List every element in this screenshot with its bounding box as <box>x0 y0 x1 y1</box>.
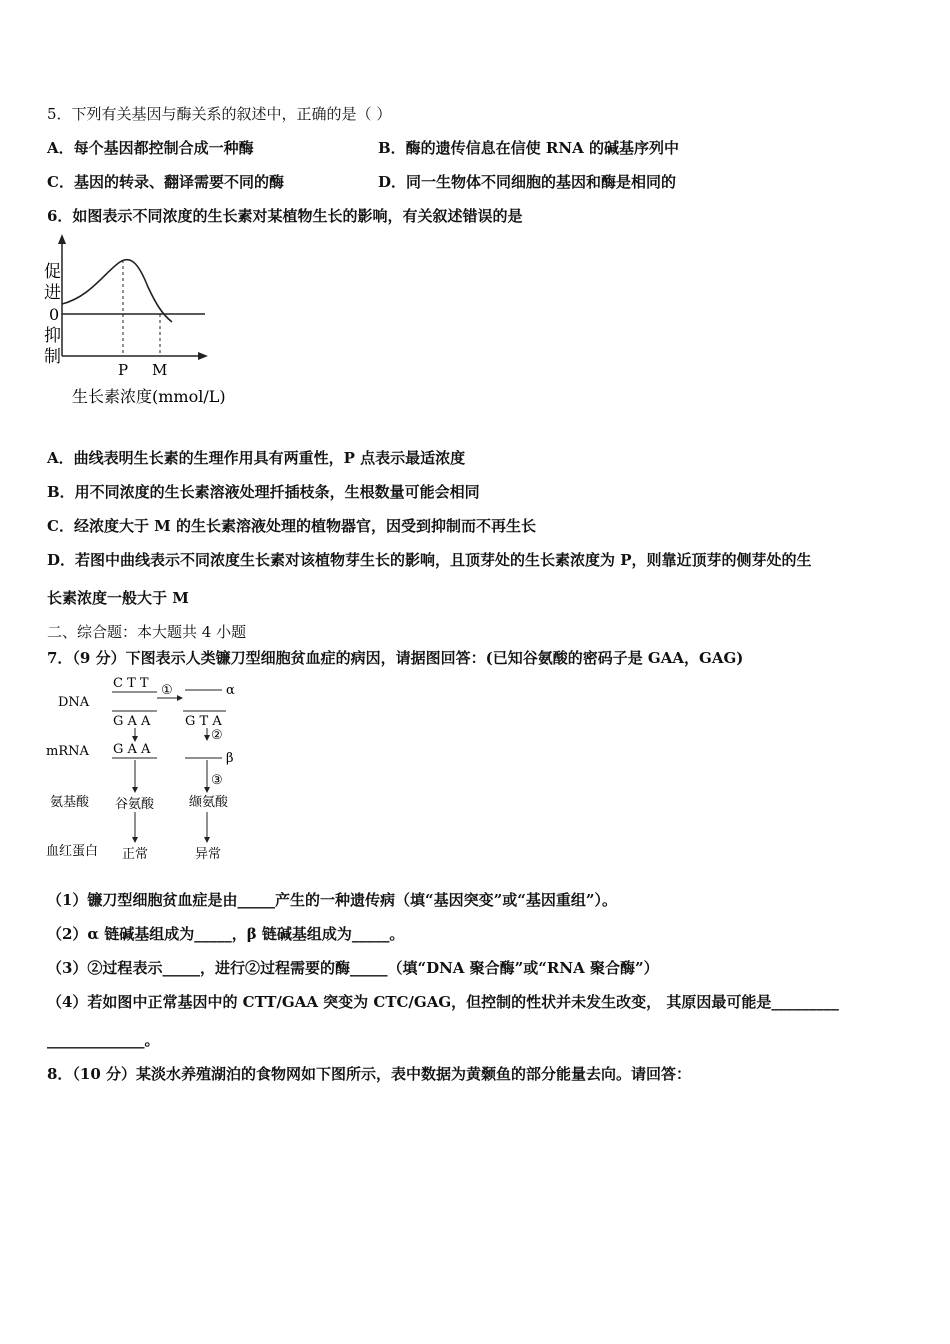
q6-stem: 6．如图表示不同浓度的生长素对某植物生长的影响，有关叙述错误的是 <box>47 207 523 225</box>
q6-option-d-line1: D．若图中曲线表示不同浓度生长素对该植物芽生长的影响，且顶芽处的生长素浓度为 P，则靠近顶芽的侧芽处的生 <box>47 551 812 569</box>
normal-result: 正常 <box>122 847 149 862</box>
step2-arrowhead <box>204 735 210 741</box>
step1-label: ① <box>161 683 173 698</box>
mutant-arrowhead-3 <box>204 837 210 843</box>
point-m-label: M <box>152 361 168 379</box>
y-label-promote-2: 进 <box>44 283 61 303</box>
normal-dna-bottom: G A A <box>113 714 151 729</box>
q6-option-c: C．经浓度大于 M 的生长素溶液处理的植物器官，因受到抑制而不再生长 <box>47 517 536 535</box>
normal-arrowhead-3 <box>132 837 138 843</box>
y-label-inhibit-1: 抑 <box>44 326 61 346</box>
q7-sub2: （2）α 链碱基组成为_____，β 链碱基组成为_____。 <box>47 925 405 943</box>
q7-sub1: （1）镰刀型细胞贫血症是由_____产生的一种遗传病（填“基因突变”或“基因重组”）。 <box>47 891 617 909</box>
point-p-label: P <box>118 361 129 379</box>
q7-stem: 7．（9 分）下图表示人类镰刀型细胞贫血症的病因，请据图回答：(已知谷氨酸的密码子是 GAA，GAG) <box>47 649 744 667</box>
sickle-cell-figure <box>40 672 260 872</box>
y-axis-arrow <box>58 234 66 244</box>
auxin-curve-figure <box>40 232 245 412</box>
q7-sub4-line1: （4）若如图中正常基因中的 CTT/GAA 突变为 CTC/GAG，但控制的性状并未发生改变， 其原因最可能是_________ <box>47 993 839 1011</box>
normal-mrna: G A A <box>113 742 151 757</box>
row-label-hemoglobin: 血红蛋白 <box>46 844 99 859</box>
q5-stem: 5．下列有关基因与酶关系的叙述中，正确的是（ ） <box>47 105 392 123</box>
mutant-amino-acid: 缬氨酸 <box>189 795 229 810</box>
y-label-inhibit-2: 制 <box>44 347 61 367</box>
y-label-zero: 0 <box>49 305 60 324</box>
row-label-amino-acid: 氨基酸 <box>50 795 90 810</box>
q8-stem: 8．（10 分）某淡水养殖湖泊的食物网如下图所示，表中数据为黄颡鱼的部分能量去向。请回答： <box>47 1065 692 1083</box>
q6-option-d-line2: 长素浓度一般大于 M <box>47 589 189 607</box>
q5-option-d: D．同一生物体不同细胞的基因和酶是相同的 <box>378 173 677 191</box>
q5-option-b: B．酶的遗传信息在信使 RNA 的碱基序列中 <box>378 139 679 157</box>
mutant-dna-bottom: G T A <box>185 714 222 729</box>
response-curve <box>62 260 172 322</box>
row-label-dna: DNA <box>58 695 90 710</box>
x-axis-label: 生长素浓度(mmol/L) <box>72 387 226 406</box>
step3-label: ③ <box>211 773 223 788</box>
mutant-result: 异常 <box>195 847 222 862</box>
x-axis-arrow <box>198 352 208 360</box>
q7-sub3: （3）②过程表示_____，进行②过程需要的酶_____（填“DNA 聚合酶”或“RNA 聚合酶”） <box>47 959 659 977</box>
alpha-label: α <box>226 683 235 698</box>
normal-amino-acid: 谷氨酸 <box>115 797 155 812</box>
normal-arrowhead-2 <box>132 787 138 793</box>
y-label-promote-1: 促 <box>44 262 61 282</box>
q6-option-b: B．用不同浓度的生长素溶液处理扦插枝条，生根数量可能会相同 <box>47 483 480 501</box>
step1-arrowhead <box>177 695 183 701</box>
step3-arrowhead <box>204 787 210 793</box>
section-2-heading: 二、综合题：本大题共 4 小题 <box>47 623 247 641</box>
row-label-mrna: mRNA <box>46 744 89 759</box>
q6-option-a: A．曲线表明生长素的生理作用具有两重性，P 点表示最适浓度 <box>47 449 466 467</box>
q5-option-a: A．每个基因都控制合成一种酶 <box>47 139 254 157</box>
normal-dna-top: C T T <box>113 676 149 691</box>
q7-sub4-line2: _____________。 <box>47 1031 160 1049</box>
step2-label: ② <box>211 728 223 743</box>
q5-option-c: C．基因的转录、翻译需要不同的酶 <box>47 173 284 191</box>
beta-label: β <box>226 751 234 766</box>
